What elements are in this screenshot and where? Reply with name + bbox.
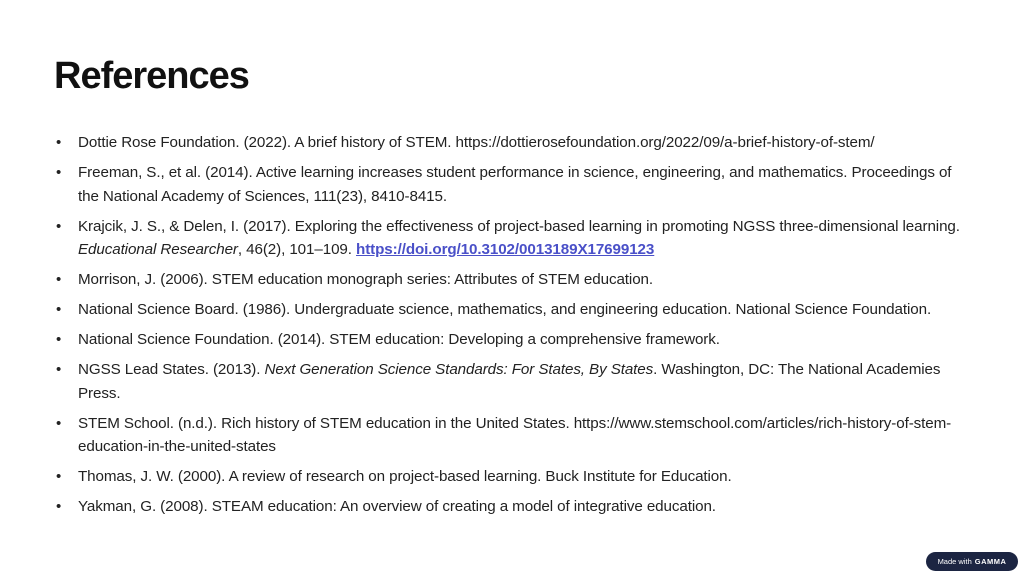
reference-text: Freeman, S., et al. (2014). Active learning increases student performance in science, engineering, and mathematics. Proceedings of the National Academy of Sciences, 111(23), 8410-8415. — [78, 164, 952, 205]
journal-title: Educational Researcher — [78, 241, 238, 258]
reference-text: NGSS Lead States. (2013). — [78, 361, 265, 378]
page-title: References — [54, 55, 249, 97]
bullet-icon: • — [56, 468, 62, 485]
reference-text-tail: , 46(2), 101–109. — [237, 241, 357, 258]
bullet-icon: • — [56, 134, 62, 151]
reference-item — [54, 298, 974, 322]
bullet-icon: • — [56, 301, 62, 318]
bullet-icon: • — [56, 361, 62, 378]
badge-prefix: Made with — [937, 557, 972, 566]
reference-item — [54, 215, 974, 262]
doi-link[interactable]: https://doi.org/10.3102/0013189X17699123 — [356, 241, 655, 258]
bullet-icon: • — [56, 164, 62, 181]
reference-list — [54, 131, 974, 525]
reference-text: STEM School. (n.d.). Rich history of STEM education in the United States. https://www.stemschool.com/articles/rich-history-of-stem-education-in-the-united-states — [78, 414, 952, 455]
bullet-icon: • — [56, 217, 62, 235]
gamma-logo: GAMMA — [974, 557, 1007, 566]
reference-item — [54, 161, 974, 208]
book-title: Next Generation Science Standards: For States, By States — [264, 361, 654, 378]
reference-item — [54, 358, 974, 405]
reference-text: Thomas, J. W. (2000). A review of research on project-based learning. Buck Institute for Education. — [78, 468, 732, 485]
reference-text: National Science Board. (1986). Undergraduate science, mathematics, and engineering education. National Science Foundation. — [78, 301, 932, 318]
made-with-gamma-badge[interactable] — [926, 552, 1018, 571]
reference-text: Morrison, J. (2006). STEM education monograph series: Attributes of STEM education. — [78, 271, 654, 288]
reference-text: Krajcik, J. S., & Delen, I. (2017). Exploring the effectiveness of project-based learning in promoting NGSS three-dimensional learning. — [78, 217, 960, 235]
reference-text: Dottie Rose Foundation. (2022). A brief history of STEM. https://dottierosefoundation.org/2022/09/a-brief-history-of-stem/ — [78, 134, 875, 151]
bullet-icon: • — [56, 414, 62, 432]
reference-text-tail: . Washington, DC: The National Academies Press. — [78, 361, 941, 402]
reference-item — [54, 268, 974, 292]
reference-item — [54, 412, 974, 459]
reference-item — [54, 465, 974, 489]
bullet-icon: • — [56, 331, 62, 348]
reference-item — [54, 328, 974, 352]
reference-text: Yakman, G. (2008). STEAM education: An overview of creating a model of integrative education. — [78, 498, 716, 515]
bullet-icon: • — [56, 498, 62, 515]
reference-item — [54, 495, 974, 519]
reference-item — [54, 131, 974, 155]
reference-text: National Science Foundation. (2014). STEM education: Developing a comprehensive framework. — [78, 331, 720, 348]
bullet-icon: • — [56, 271, 62, 288]
